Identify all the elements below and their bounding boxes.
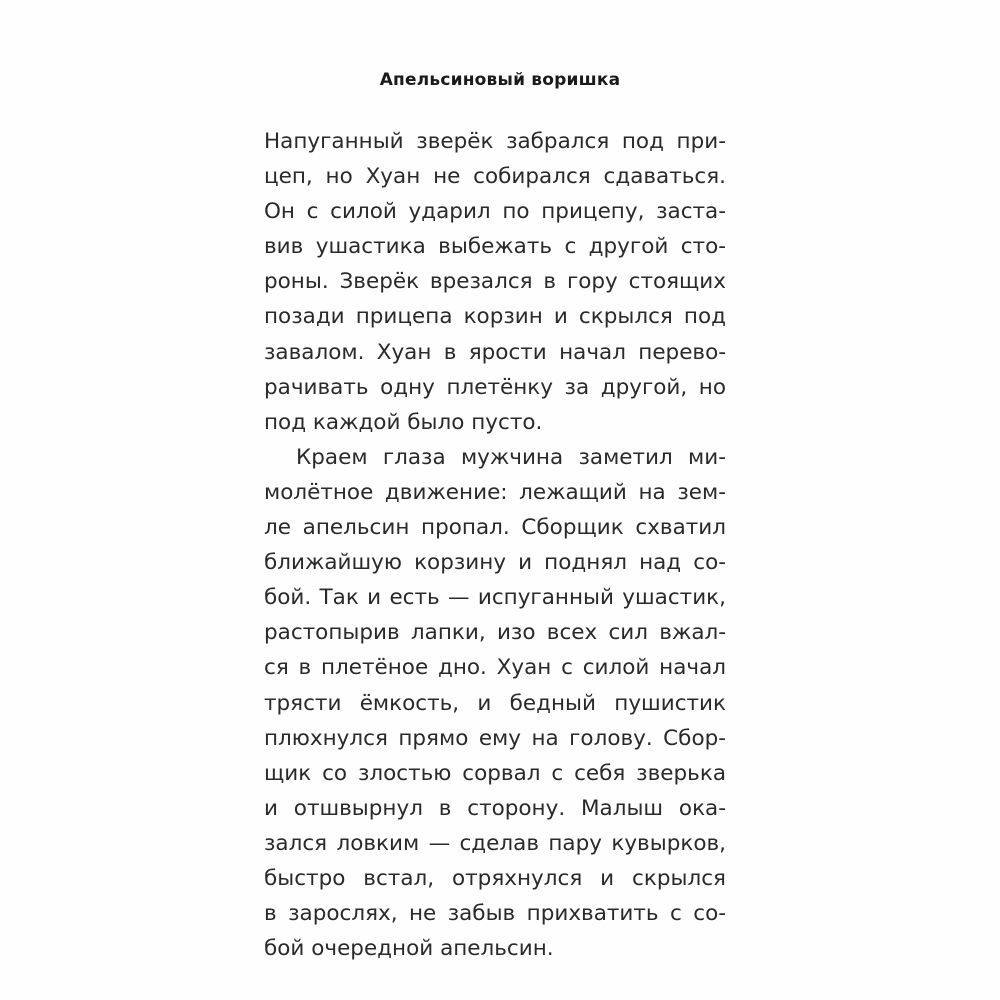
- text-line: рачивать одну плетёнку за другой, но: [264, 374, 726, 400]
- text-line: быстро встал, отряхнулся и скрылся: [264, 865, 726, 891]
- text-line: в зарослях, не забыв прихватить с со-: [264, 901, 726, 927]
- text-line: Напуганный зверёк забрался под при-: [264, 129, 726, 154]
- text-line: позади прицепа корзин и скрылся под: [264, 304, 726, 330]
- text-line: роны. Зверёк врезался в гору стоящих: [264, 269, 726, 295]
- text-line: трясти ёмкость, и бедный пушистик: [264, 690, 726, 716]
- body-text: [264, 124, 726, 966]
- text-line: щик со злостью сорвал с себя зверька: [264, 760, 726, 786]
- text-line: ле апельсин пропал. Сборщик схватил: [264, 515, 726, 541]
- text-line: растопырив лапки, изо всех сил вжал-: [264, 620, 726, 646]
- text-line: молётное движение: лежащий на зем-: [264, 479, 726, 505]
- text-line: ся в плетёное дно. Хуан с силой начал: [264, 655, 726, 681]
- paragraph-1: [264, 124, 726, 440]
- text-line: и отшвырнул в сторону. Малыш ока-: [264, 795, 726, 821]
- text-line: зался ловким — сделав пару кувырков,: [264, 830, 726, 856]
- text-line: вив ушастика выбежать с другой сто-: [264, 234, 726, 260]
- running-title: Апельсиновый воришка: [379, 70, 621, 90]
- text-line: ближайшую корзину и поднял над со-: [264, 550, 726, 576]
- text-line: завалом. Хуан в ярости начал перево-: [264, 339, 726, 365]
- text-line: бой очередной апельсин.: [264, 936, 554, 962]
- text-line: плюхнулся прямо ему на голову. Сбор-: [264, 725, 726, 751]
- text-line: Краем глаза мужчина заметил ми-: [296, 444, 726, 470]
- paragraph-2: [264, 440, 726, 966]
- text-line: Он с силой ударил по прицепу, заста-: [264, 199, 726, 225]
- text-line: бой. Так и есть — испуганный ушастик,: [264, 585, 726, 611]
- text-line: цеп, но Хуан не собирался сдаваться.: [264, 164, 726, 190]
- text-line: под каждой было пусто.: [264, 409, 543, 435]
